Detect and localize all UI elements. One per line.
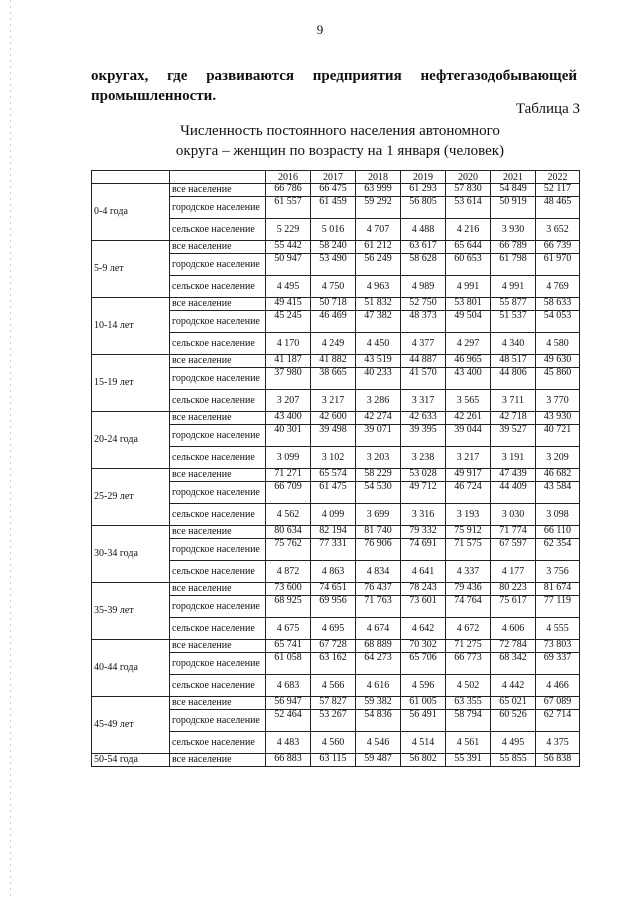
value-cell: 58 240 bbox=[311, 241, 356, 254]
value-cell: 49 630 bbox=[536, 355, 580, 368]
value-cell: 4 606 bbox=[491, 618, 536, 640]
table-row bbox=[92, 355, 580, 368]
value-cell: 66 739 bbox=[536, 241, 580, 254]
value-cell: 53 801 bbox=[446, 298, 491, 311]
value-cell: 72 784 bbox=[491, 640, 536, 653]
value-cell: 73 600 bbox=[266, 583, 311, 596]
value-cell: 61 798 bbox=[491, 254, 536, 276]
value-cell: 42 600 bbox=[311, 412, 356, 425]
value-cell: 38 665 bbox=[311, 368, 356, 390]
population-type-label: городское население bbox=[170, 425, 266, 447]
value-cell: 4 483 bbox=[266, 732, 311, 754]
value-cell: 4 495 bbox=[491, 732, 536, 754]
header-empty bbox=[92, 171, 170, 184]
value-cell: 4 674 bbox=[356, 618, 401, 640]
value-cell: 3 217 bbox=[446, 447, 491, 469]
value-cell: 66 786 bbox=[266, 184, 311, 197]
value-cell: 71 763 bbox=[356, 596, 401, 618]
value-cell: 44 409 bbox=[491, 482, 536, 504]
value-cell: 58 628 bbox=[401, 254, 446, 276]
value-cell: 63 355 bbox=[446, 697, 491, 710]
value-cell: 40 301 bbox=[266, 425, 311, 447]
population-type-label: сельское население bbox=[170, 675, 266, 697]
year-header: 2018 bbox=[356, 171, 401, 184]
value-cell: 37 980 bbox=[266, 368, 311, 390]
population-type-label: городское население bbox=[170, 311, 266, 333]
value-cell: 3 756 bbox=[536, 561, 580, 583]
table-row bbox=[92, 640, 580, 653]
value-cell: 4 566 bbox=[311, 675, 356, 697]
value-cell: 3 317 bbox=[401, 390, 446, 412]
value-cell: 80 223 bbox=[491, 583, 536, 596]
value-cell: 81 740 bbox=[356, 526, 401, 539]
value-cell: 47 382 bbox=[356, 311, 401, 333]
value-cell: 4 707 bbox=[356, 219, 401, 241]
value-cell: 68 342 bbox=[491, 653, 536, 675]
value-cell: 4 340 bbox=[491, 333, 536, 355]
value-cell: 66 789 bbox=[491, 241, 536, 254]
value-cell: 76 437 bbox=[356, 583, 401, 596]
value-cell: 4 560 bbox=[311, 732, 356, 754]
value-cell: 4 297 bbox=[446, 333, 491, 355]
value-cell: 66 883 bbox=[266, 754, 311, 767]
page-number: 9 bbox=[316, 22, 324, 37]
value-cell: 41 187 bbox=[266, 355, 311, 368]
value-cell: 70 302 bbox=[401, 640, 446, 653]
value-cell: 56 947 bbox=[266, 697, 311, 710]
table-row bbox=[92, 298, 580, 311]
value-cell: 50 919 bbox=[491, 197, 536, 219]
value-cell: 4 377 bbox=[401, 333, 446, 355]
value-cell: 49 504 bbox=[446, 311, 491, 333]
value-cell: 59 292 bbox=[356, 197, 401, 219]
value-cell: 48 465 bbox=[536, 197, 580, 219]
value-cell: 42 274 bbox=[356, 412, 401, 425]
value-cell: 4 991 bbox=[491, 276, 536, 298]
value-cell: 43 400 bbox=[266, 412, 311, 425]
population-type-label: городское население bbox=[170, 254, 266, 276]
value-cell: 40 233 bbox=[356, 368, 401, 390]
value-cell: 4 863 bbox=[311, 561, 356, 583]
table-row bbox=[92, 241, 580, 254]
table-body bbox=[92, 184, 580, 767]
value-cell: 3 238 bbox=[401, 447, 446, 469]
population-type-label: все население bbox=[170, 697, 266, 710]
value-cell: 55 855 bbox=[491, 754, 536, 767]
value-cell: 3 193 bbox=[446, 504, 491, 526]
value-cell: 61 212 bbox=[356, 241, 401, 254]
population-type-label: сельское население bbox=[170, 390, 266, 412]
scan-margin-line bbox=[10, 0, 11, 899]
value-cell: 63 617 bbox=[401, 241, 446, 254]
value-cell: 3 099 bbox=[266, 447, 311, 469]
value-cell: 43 519 bbox=[356, 355, 401, 368]
value-cell: 59 487 bbox=[356, 754, 401, 767]
value-cell: 44 887 bbox=[401, 355, 446, 368]
value-cell: 41 570 bbox=[401, 368, 446, 390]
age-group-label: 25-29 лет bbox=[92, 469, 170, 526]
value-cell: 40 721 bbox=[536, 425, 580, 447]
value-cell: 69 956 bbox=[311, 596, 356, 618]
value-cell: 53 267 bbox=[311, 710, 356, 732]
value-cell: 4 596 bbox=[401, 675, 446, 697]
value-cell: 3 209 bbox=[536, 447, 580, 469]
value-cell: 3 286 bbox=[356, 390, 401, 412]
value-cell: 4 834 bbox=[356, 561, 401, 583]
value-cell: 4 991 bbox=[446, 276, 491, 298]
age-group-label: 0-4 года bbox=[92, 184, 170, 241]
value-cell: 4 450 bbox=[356, 333, 401, 355]
value-cell: 65 741 bbox=[266, 640, 311, 653]
value-cell: 60 526 bbox=[491, 710, 536, 732]
header-empty bbox=[170, 171, 266, 184]
value-cell: 57 830 bbox=[446, 184, 491, 197]
value-cell: 4 642 bbox=[401, 618, 446, 640]
value-cell: 4 562 bbox=[266, 504, 311, 526]
population-type-label: все население bbox=[170, 412, 266, 425]
population-type-label: городское население bbox=[170, 368, 266, 390]
value-cell: 66 773 bbox=[446, 653, 491, 675]
age-group-label: 5-9 лет bbox=[92, 241, 170, 298]
value-cell: 4 750 bbox=[311, 276, 356, 298]
age-group-label: 50-54 года bbox=[92, 754, 170, 767]
value-cell: 3 316 bbox=[401, 504, 446, 526]
value-cell: 51 832 bbox=[356, 298, 401, 311]
value-cell: 39 044 bbox=[446, 425, 491, 447]
value-cell: 61 005 bbox=[401, 697, 446, 710]
age-group-label: 40-44 года bbox=[92, 640, 170, 697]
value-cell: 63 999 bbox=[356, 184, 401, 197]
value-cell: 68 925 bbox=[266, 596, 311, 618]
value-cell: 69 337 bbox=[536, 653, 580, 675]
year-header: 2019 bbox=[401, 171, 446, 184]
table-row bbox=[92, 412, 580, 425]
value-cell: 49 712 bbox=[401, 482, 446, 504]
value-cell: 75 617 bbox=[491, 596, 536, 618]
age-group-label: 15-19 лет bbox=[92, 355, 170, 412]
value-cell: 65 021 bbox=[491, 697, 536, 710]
value-cell: 63 162 bbox=[311, 653, 356, 675]
value-cell: 54 849 bbox=[491, 184, 536, 197]
value-cell: 4 675 bbox=[266, 618, 311, 640]
value-cell: 42 718 bbox=[491, 412, 536, 425]
population-type-label: городское население bbox=[170, 653, 266, 675]
population-type-label: все население bbox=[170, 754, 266, 767]
value-cell: 54 053 bbox=[536, 311, 580, 333]
age-group-label: 10-14 лет bbox=[92, 298, 170, 355]
population-type-label: сельское население bbox=[170, 219, 266, 241]
population-type-label: все население bbox=[170, 583, 266, 596]
value-cell: 43 584 bbox=[536, 482, 580, 504]
value-cell: 78 243 bbox=[401, 583, 446, 596]
table-title-line-2: округа – женщин по возрасту на 1 января (человек) bbox=[175, 143, 505, 159]
population-type-label: все население bbox=[170, 241, 266, 254]
table-title bbox=[90, 121, 590, 161]
value-cell: 3 652 bbox=[536, 219, 580, 241]
year-header: 2016 bbox=[266, 171, 311, 184]
age-group-label: 20-24 года bbox=[92, 412, 170, 469]
year-header: 2021 bbox=[491, 171, 536, 184]
value-cell: 56 805 bbox=[401, 197, 446, 219]
table-title-line-1: Численность постоянного населения автономного bbox=[180, 123, 500, 139]
value-cell: 76 906 bbox=[356, 539, 401, 561]
value-cell: 3 217 bbox=[311, 390, 356, 412]
value-cell: 53 490 bbox=[311, 254, 356, 276]
value-cell: 73 803 bbox=[536, 640, 580, 653]
population-type-label: сельское население bbox=[170, 447, 266, 469]
population-type-label: городское население bbox=[170, 596, 266, 618]
value-cell: 55 391 bbox=[446, 754, 491, 767]
value-cell: 3 930 bbox=[491, 219, 536, 241]
value-cell: 52 117 bbox=[536, 184, 580, 197]
value-cell: 3 098 bbox=[536, 504, 580, 526]
value-cell: 56 802 bbox=[401, 754, 446, 767]
value-cell: 56 249 bbox=[356, 254, 401, 276]
value-cell: 50 947 bbox=[266, 254, 311, 276]
value-cell: 47 439 bbox=[491, 469, 536, 482]
value-cell: 5 229 bbox=[266, 219, 311, 241]
value-cell: 61 970 bbox=[536, 254, 580, 276]
value-cell: 3 203 bbox=[356, 447, 401, 469]
year-header: 2022 bbox=[536, 171, 580, 184]
value-cell: 3 770 bbox=[536, 390, 580, 412]
value-cell: 66 709 bbox=[266, 482, 311, 504]
value-cell: 77 331 bbox=[311, 539, 356, 561]
value-cell: 54 836 bbox=[356, 710, 401, 732]
value-cell: 46 965 bbox=[446, 355, 491, 368]
value-cell: 55 442 bbox=[266, 241, 311, 254]
table-row bbox=[92, 697, 580, 710]
value-cell: 79 436 bbox=[446, 583, 491, 596]
population-type-label: сельское население bbox=[170, 732, 266, 754]
value-cell: 66 475 bbox=[311, 184, 356, 197]
table-row bbox=[92, 583, 580, 596]
population-type-label: городское население bbox=[170, 539, 266, 561]
value-cell: 49 415 bbox=[266, 298, 311, 311]
value-cell: 4 216 bbox=[446, 219, 491, 241]
intro-line-1: округах, где развиваются предприятия нефтегазодобывающей bbox=[91, 68, 577, 84]
value-cell: 82 194 bbox=[311, 526, 356, 539]
value-cell: 58 633 bbox=[536, 298, 580, 311]
value-cell: 58 794 bbox=[446, 710, 491, 732]
population-type-label: все население bbox=[170, 184, 266, 197]
value-cell: 43 930 bbox=[536, 412, 580, 425]
population-type-label: сельское население bbox=[170, 618, 266, 640]
population-type-label: сельское население bbox=[170, 276, 266, 298]
value-cell: 4 099 bbox=[311, 504, 356, 526]
value-cell: 60 653 bbox=[446, 254, 491, 276]
population-type-label: городское население bbox=[170, 482, 266, 504]
value-cell: 53 614 bbox=[446, 197, 491, 219]
value-cell: 4 249 bbox=[311, 333, 356, 355]
value-cell: 4 442 bbox=[491, 675, 536, 697]
value-cell: 74 651 bbox=[311, 583, 356, 596]
intro-line-2: промышленности. bbox=[91, 88, 217, 104]
value-cell: 56 491 bbox=[401, 710, 446, 732]
value-cell: 61 293 bbox=[401, 184, 446, 197]
value-cell: 4 561 bbox=[446, 732, 491, 754]
value-cell: 39 071 bbox=[356, 425, 401, 447]
value-cell: 4 495 bbox=[266, 276, 311, 298]
value-cell: 4 695 bbox=[311, 618, 356, 640]
value-cell: 53 028 bbox=[401, 469, 446, 482]
value-cell: 74 691 bbox=[401, 539, 446, 561]
value-cell: 54 530 bbox=[356, 482, 401, 504]
value-cell: 51 537 bbox=[491, 311, 536, 333]
value-cell: 75 762 bbox=[266, 539, 311, 561]
value-cell: 63 115 bbox=[311, 754, 356, 767]
value-cell: 4 502 bbox=[446, 675, 491, 697]
population-type-label: все население bbox=[170, 526, 266, 539]
value-cell: 4 963 bbox=[356, 276, 401, 298]
value-cell: 4 555 bbox=[536, 618, 580, 640]
value-cell: 71 575 bbox=[446, 539, 491, 561]
value-cell: 58 229 bbox=[356, 469, 401, 482]
value-cell: 39 395 bbox=[401, 425, 446, 447]
value-cell: 52 750 bbox=[401, 298, 446, 311]
population-type-label: все население bbox=[170, 355, 266, 368]
header-row bbox=[92, 171, 580, 184]
value-cell: 39 527 bbox=[491, 425, 536, 447]
value-cell: 79 332 bbox=[401, 526, 446, 539]
value-cell: 52 464 bbox=[266, 710, 311, 732]
population-type-label: все население bbox=[170, 640, 266, 653]
population-type-label: городское население bbox=[170, 710, 266, 732]
population-table bbox=[91, 170, 580, 767]
value-cell: 42 633 bbox=[401, 412, 446, 425]
value-cell: 61 058 bbox=[266, 653, 311, 675]
value-cell: 67 089 bbox=[536, 697, 580, 710]
value-cell: 4 580 bbox=[536, 333, 580, 355]
population-type-label: сельское население bbox=[170, 333, 266, 355]
value-cell: 4 672 bbox=[446, 618, 491, 640]
value-cell: 46 724 bbox=[446, 482, 491, 504]
value-cell: 4 337 bbox=[446, 561, 491, 583]
population-type-label: сельское население bbox=[170, 561, 266, 583]
year-header: 2017 bbox=[311, 171, 356, 184]
value-cell: 56 838 bbox=[536, 754, 580, 767]
value-cell: 67 728 bbox=[311, 640, 356, 653]
age-group-label: 30-34 года bbox=[92, 526, 170, 583]
age-group-label: 35-39 лет bbox=[92, 583, 170, 640]
value-cell: 75 912 bbox=[446, 526, 491, 539]
table-row bbox=[92, 469, 580, 482]
value-cell: 65 706 bbox=[401, 653, 446, 675]
value-cell: 67 597 bbox=[491, 539, 536, 561]
age-group-label: 45-49 лет bbox=[92, 697, 170, 754]
population-type-label: городское население bbox=[170, 197, 266, 219]
value-cell: 3 191 bbox=[491, 447, 536, 469]
value-cell: 39 498 bbox=[311, 425, 356, 447]
value-cell: 4 466 bbox=[536, 675, 580, 697]
value-cell: 4 872 bbox=[266, 561, 311, 583]
year-header: 2020 bbox=[446, 171, 491, 184]
value-cell: 4 546 bbox=[356, 732, 401, 754]
table-row bbox=[92, 184, 580, 197]
value-cell: 74 764 bbox=[446, 596, 491, 618]
value-cell: 42 261 bbox=[446, 412, 491, 425]
value-cell: 46 682 bbox=[536, 469, 580, 482]
value-cell: 62 714 bbox=[536, 710, 580, 732]
table-row bbox=[92, 754, 580, 767]
value-cell: 44 806 bbox=[491, 368, 536, 390]
value-cell: 81 674 bbox=[536, 583, 580, 596]
value-cell: 65 574 bbox=[311, 469, 356, 482]
value-cell: 65 644 bbox=[446, 241, 491, 254]
value-cell: 43 400 bbox=[446, 368, 491, 390]
value-cell: 73 601 bbox=[401, 596, 446, 618]
value-cell: 45 860 bbox=[536, 368, 580, 390]
value-cell: 4 641 bbox=[401, 561, 446, 583]
value-cell: 4 989 bbox=[401, 276, 446, 298]
intro-paragraph bbox=[91, 66, 577, 106]
value-cell: 59 382 bbox=[356, 697, 401, 710]
table-row bbox=[92, 526, 580, 539]
value-cell: 4 514 bbox=[401, 732, 446, 754]
value-cell: 45 245 bbox=[266, 311, 311, 333]
value-cell: 80 634 bbox=[266, 526, 311, 539]
value-cell: 4 616 bbox=[356, 675, 401, 697]
value-cell: 64 273 bbox=[356, 653, 401, 675]
value-cell: 5 016 bbox=[311, 219, 356, 241]
value-cell: 55 877 bbox=[491, 298, 536, 311]
population-type-label: все население bbox=[170, 469, 266, 482]
value-cell: 71 271 bbox=[266, 469, 311, 482]
value-cell: 77 119 bbox=[536, 596, 580, 618]
value-cell: 41 882 bbox=[311, 355, 356, 368]
value-cell: 61 475 bbox=[311, 482, 356, 504]
value-cell: 4 683 bbox=[266, 675, 311, 697]
table-label: Таблица 3 bbox=[515, 101, 580, 117]
value-cell: 3 207 bbox=[266, 390, 311, 412]
value-cell: 4 170 bbox=[266, 333, 311, 355]
population-type-label: сельское население bbox=[170, 504, 266, 526]
value-cell: 4 488 bbox=[401, 219, 446, 241]
value-cell: 50 718 bbox=[311, 298, 356, 311]
value-cell: 3 565 bbox=[446, 390, 491, 412]
value-cell: 4 177 bbox=[491, 561, 536, 583]
population-type-label: все население bbox=[170, 298, 266, 311]
value-cell: 61 459 bbox=[311, 197, 356, 219]
value-cell: 46 469 bbox=[311, 311, 356, 333]
value-cell: 48 517 bbox=[491, 355, 536, 368]
value-cell: 62 354 bbox=[536, 539, 580, 561]
value-cell: 3 102 bbox=[311, 447, 356, 469]
value-cell: 57 827 bbox=[311, 697, 356, 710]
value-cell: 48 373 bbox=[401, 311, 446, 333]
value-cell: 3 699 bbox=[356, 504, 401, 526]
value-cell: 71 275 bbox=[446, 640, 491, 653]
value-cell: 68 889 bbox=[356, 640, 401, 653]
value-cell: 66 110 bbox=[536, 526, 580, 539]
value-cell: 4 769 bbox=[536, 276, 580, 298]
value-cell: 3 711 bbox=[491, 390, 536, 412]
value-cell: 61 557 bbox=[266, 197, 311, 219]
value-cell: 71 774 bbox=[491, 526, 536, 539]
value-cell: 3 030 bbox=[491, 504, 536, 526]
value-cell: 49 917 bbox=[446, 469, 491, 482]
value-cell: 4 375 bbox=[536, 732, 580, 754]
